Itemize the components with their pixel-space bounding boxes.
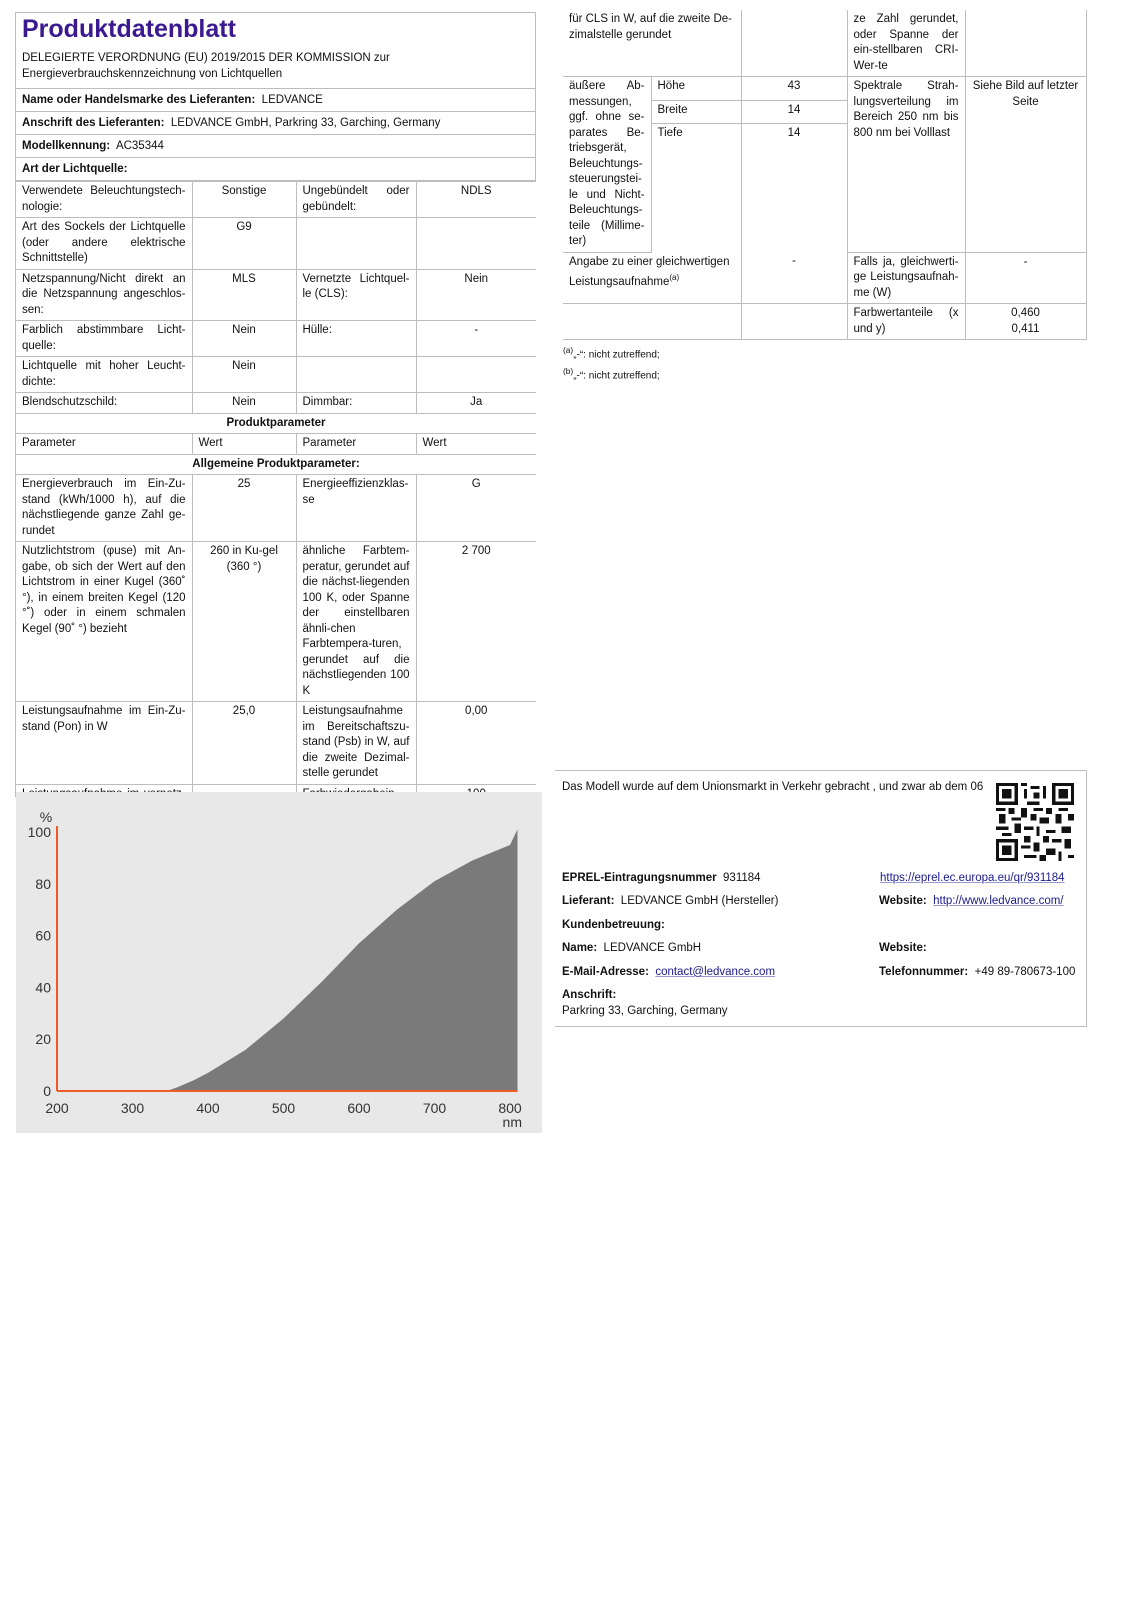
equiv-label	[563, 252, 741, 304]
param-header: Parameter	[296, 434, 416, 455]
footnote-text: „-“: nicht zutreffend;	[573, 370, 660, 382]
param-label: ähnliche Farbtem-peratur, gerundet auf die nächst-liegenden 100 K, oder Spanne der einstellbaren ähnli-chen Farbtempera-turen, gerundet auf die nächstliegenden 100 K	[296, 542, 416, 702]
x-tick-label: 400	[196, 1100, 220, 1116]
dimension-name: Breite	[651, 100, 741, 124]
x-tick-label: 800	[498, 1100, 522, 1116]
type-value	[416, 218, 536, 270]
model-label: Modellkennung:	[22, 140, 111, 152]
param-header: Wert	[416, 434, 536, 455]
param-value: 0,00	[416, 702, 536, 785]
footnote	[563, 342, 1086, 363]
param-label: Nutzlichtstrom (φuse) mit An-gabe, ob sich der Wert auf den Lichtstrom in einer Kugel (360˚ °), in einem breiten Kegel (120 °˚) oder in einem schmalen Kegel (90˚ °) bezieht	[16, 542, 192, 702]
type-value: NDLS	[416, 182, 536, 218]
type-table	[16, 181, 536, 797]
section-general-heading: Allgemeine Produktparameter:	[16, 454, 536, 475]
param-value: 25	[192, 475, 296, 542]
type-value: MLS	[192, 269, 296, 321]
x-axis-label: nm	[502, 1114, 522, 1130]
type-label: Blendschutzschild:	[16, 393, 192, 414]
table-row	[563, 77, 1086, 101]
type-label: Dimmbar:	[296, 393, 416, 414]
type-value	[416, 357, 536, 393]
table-row	[16, 321, 536, 357]
table-row	[16, 269, 536, 321]
chroma-label: Farbwertanteile (x und y)	[847, 304, 965, 340]
type-label: Farblich abstimmbare Licht-quelle:	[16, 321, 192, 357]
supplier-value: LEDVANCE	[261, 94, 323, 106]
eprel-link[interactable]: https://eprel.ec.europa.eu/qr/931184	[880, 872, 1065, 884]
param-label: Energieverbrauch im Ein-Zu-stand (kWh/1000 h), auf die nächstliegende ganze Zahl ge-rundet	[16, 475, 192, 542]
header-box	[16, 12, 536, 181]
dimension-value: 14	[741, 100, 847, 124]
cont-label: ze Zahl gerundet, oder Spanne der ein-stellbaren CRI-Wer-te	[847, 10, 965, 77]
supplier-info-label: Lieferant:	[562, 895, 615, 907]
dimension-name: Höhe	[651, 77, 741, 101]
param-value: 25,0	[192, 702, 296, 785]
dimension-value: 14	[741, 124, 847, 253]
type-value: Nein	[192, 393, 296, 414]
address-info-label: Anschrift:	[562, 989, 617, 1001]
address-value: LEDVANCE GmbH, Parkring 33, Garching, Germany	[170, 117, 441, 129]
continuation-table	[563, 10, 1087, 340]
table-row	[16, 357, 536, 393]
supplier-row	[16, 89, 535, 112]
type-label: Ungebündelt oder gebündelt:	[296, 182, 416, 218]
product-datasheet-left	[15, 12, 536, 797]
address-row	[16, 112, 535, 135]
x-tick-label: 600	[347, 1100, 371, 1116]
section-row	[16, 454, 536, 475]
market-text: Das Modell wurde auf dem Unionsmarkt in Verkehr gebracht , und zwar ab dem 06	[562, 781, 984, 793]
param-label: Energieeffizienzklas-se	[296, 475, 416, 542]
footnotes	[563, 342, 1086, 385]
address-info-value: Parkring 33, Garching, Germany	[562, 1005, 728, 1017]
type-value: Nein	[192, 357, 296, 393]
footnote-mark: (a)	[563, 345, 574, 355]
param-header: Wert	[192, 434, 296, 455]
spectral-label: Spektrale Strah-lungsverteilung im Bereich 250 nm bis 800 nm bei Volllast	[847, 77, 965, 253]
type-label	[296, 218, 416, 270]
email-row	[562, 966, 775, 978]
chroma-x: 0,460	[1011, 307, 1040, 319]
email-label: E-Mail-Adresse:	[562, 966, 649, 978]
eprel-row	[562, 872, 761, 884]
table-row	[16, 218, 536, 270]
eprel-value: 931184	[723, 872, 761, 884]
type-value: G9	[192, 218, 296, 270]
dimension-name: Tiefe	[651, 124, 741, 253]
dimensions-label: äußere Ab-messungen, ggf. ohne se-parates Be-triebsgerät, Beleuchtungs-steuerungstei-le und Nicht-Beleuchtungs-teile (Millime-ter)	[563, 77, 651, 253]
param-label: Leistungsaufnahme im Ein-Zu-stand (Pon) in W	[16, 702, 192, 785]
website-label: Website:	[879, 895, 927, 907]
x-tick-label: 700	[422, 1100, 447, 1116]
equiv-value: -	[965, 252, 1086, 304]
cont-label: für CLS in W, auf die zweite De-zimalstelle gerundet	[563, 10, 741, 77]
model-row	[16, 135, 535, 158]
empty-cell	[741, 304, 847, 340]
name-row	[562, 942, 701, 954]
equiv-label-text: Angabe zu einer gleichwertigen Leistungsaufnahme	[569, 255, 730, 288]
param-value: 260 in Ku-gel (360 °)	[192, 542, 296, 702]
section-product-heading: Produktparameter	[16, 413, 536, 434]
table-row	[563, 252, 1086, 304]
eprel-label: EPREL-Eintragungsnummer	[562, 872, 717, 884]
qr-code-icon[interactable]	[996, 783, 1074, 861]
x-tick-labels	[45, 1100, 522, 1116]
supplier-info-row	[562, 895, 778, 907]
footnote-text: „-“: nicht zutreffend;	[573, 349, 660, 361]
phone-label: Telefonnummer:	[879, 966, 969, 978]
table-row	[563, 10, 1086, 77]
y-tick-labels	[28, 824, 52, 1099]
model-value: AC35344	[115, 140, 164, 152]
table-row	[16, 702, 536, 785]
param-value: 2 700	[416, 542, 536, 702]
page-title: Produktdatenblatt	[22, 15, 236, 43]
param-label: Leistungsaufnahme im Bereitschaftszu-stand (Psb) in W, auf die zweite Dezimal-stelle gerundet	[296, 702, 416, 785]
x-tick-label: 200	[45, 1100, 69, 1116]
cont-value	[741, 10, 847, 77]
y-axis-label: %	[39, 809, 53, 825]
table-row	[16, 475, 536, 542]
product-datasheet-right	[563, 10, 1086, 385]
phone-value: +49 89-780673-100	[974, 966, 1076, 978]
type-value: Sonstige	[192, 182, 296, 218]
dimension-value: 43	[741, 77, 847, 101]
type-label: Verwendete Beleuchtungstech-nologie:	[16, 182, 192, 218]
source-type-row	[16, 158, 535, 180]
type-value: -	[416, 321, 536, 357]
eprel-info-box	[555, 770, 1087, 1027]
type-label: Netzspannung/Nicht direkt an die Netzspannung angeschlos-sen:	[16, 269, 192, 321]
service-label: Kundenbetreuung:	[562, 919, 665, 931]
regulation-text: DELEGIERTE VERORDNUNG (EU) 2019/2015 DER KOMMISSION zur Energieverbrauchskennzeichnung von Lichtquellen	[16, 50, 535, 89]
type-value: Nein	[192, 321, 296, 357]
email-link[interactable]: contact@ledvance.com	[655, 966, 776, 978]
param-header-row	[16, 434, 536, 455]
param-value: G	[416, 475, 536, 542]
table-row	[563, 304, 1086, 340]
spectral-value: Siehe Bild auf letzter Seite	[965, 77, 1086, 253]
y-tick-label: 80	[35, 875, 51, 892]
table-row	[16, 542, 536, 702]
footnote-mark: (a)	[669, 273, 680, 282]
x-tick-label: 500	[271, 1100, 296, 1116]
type-value: Ja	[416, 393, 536, 414]
y-tick-label: 40	[35, 979, 51, 996]
website2-label: Website:	[879, 942, 927, 954]
name-value: LEDVANCE GmbH	[603, 942, 702, 954]
type-label: Art des Sockels der Lichtquelle (oder andere elektrische Schnittstelle)	[16, 218, 192, 270]
website-row	[879, 895, 1064, 907]
phone-row	[879, 966, 1075, 978]
chroma-y: 0,411	[1011, 322, 1040, 335]
param-header: Parameter	[16, 434, 192, 455]
type-label: Vernetzte Lichtquel-le (CLS):	[296, 269, 416, 321]
type-label	[296, 357, 416, 393]
spectral-chart	[16, 792, 542, 1133]
supplier-label: Name oder Handelsmarke des Lieferanten:	[22, 94, 256, 106]
equiv-label: Falls ja, gleichwerti-ge Leistungsaufnah-me (W)	[847, 252, 965, 304]
type-label: Lichtquelle mit hoher Leucht-dichte:	[16, 357, 192, 393]
equiv-value: -	[741, 252, 847, 304]
section-row	[16, 413, 536, 434]
y-tick-label: 20	[35, 1031, 51, 1048]
name-label: Name:	[562, 942, 598, 954]
footnote-mark: (b)	[563, 366, 574, 377]
supplier-info-value: LEDVANCE GmbH (Hersteller)	[620, 895, 779, 907]
empty-cell	[563, 304, 741, 340]
y-tick-label: 60	[35, 927, 51, 944]
address-label: Anschrift des Lieferanten:	[22, 117, 165, 129]
spectral-chart-svg	[16, 792, 542, 1133]
website-link[interactable]: http://www.ledvance.com/	[933, 895, 1064, 907]
table-row	[16, 393, 536, 414]
type-label: Hülle:	[296, 321, 416, 357]
chroma-values	[965, 304, 1086, 340]
type-value: Nein	[416, 269, 536, 321]
source-type-label: Art der Lichtquelle:	[22, 163, 128, 175]
table-row	[16, 182, 536, 218]
y-tick-label: 0	[43, 1083, 51, 1099]
cont-value	[965, 10, 1086, 77]
y-tick-label: 100	[27, 824, 51, 840]
x-tick-label: 300	[120, 1100, 145, 1116]
footnote	[563, 363, 1086, 384]
spectral-area	[57, 829, 518, 1091]
